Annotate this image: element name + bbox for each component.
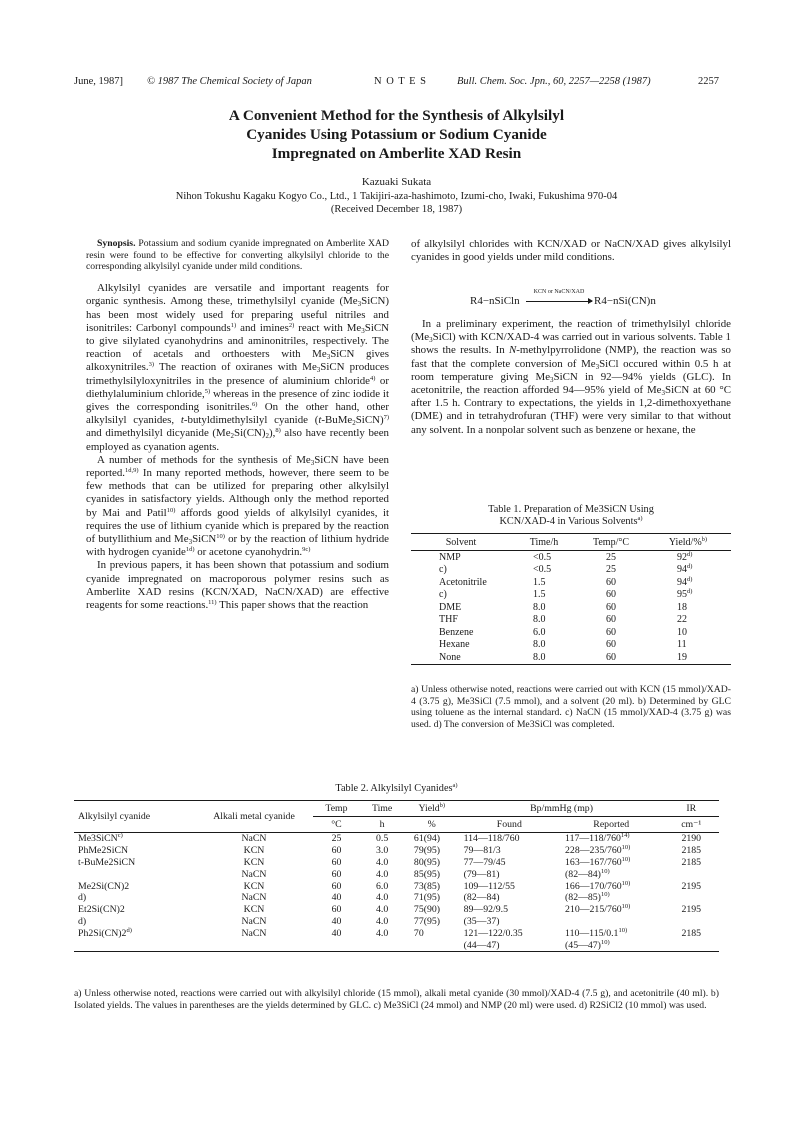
table1-cell-solvent: NMP [439, 551, 461, 563]
table1-cell-temp: 25 [606, 551, 616, 563]
table2-cell-reported: 110—115/0.1$^{10)}$ [565, 926, 628, 939]
author: Kazuaki Sukata [361, 176, 432, 188]
table2-cell-reported: 228—235/760$^{10)}$ [565, 844, 631, 857]
table2-cell-reported: 166—170/760$^{10)}$ [565, 879, 631, 892]
table2-header-compound: Alkylsilyl cyanide [74, 801, 195, 833]
table1-header-temp: Temp/°C [577, 534, 645, 551]
table-row [74, 880, 719, 892]
table2-cell-found: (44—47) [460, 939, 559, 951]
table2-cell-metal: NaCN [241, 927, 267, 939]
table1-cell-solvent: DME [439, 601, 462, 613]
table2-cell-metal: NaCN [241, 868, 267, 880]
right-column-text-2 [411, 318, 731, 437]
table2-cell-time: 6.0 [375, 880, 389, 892]
table2-cell-metal: KCN [243, 856, 265, 868]
table1-cell-temp: 60 [606, 626, 616, 638]
table2-cell-yield: 85(95) [413, 868, 441, 880]
affiliation: Nihon Tokushu Kagaku Kogyo Co., Ltd., 1 Takijiri-aza-hashimoto, Izumi-cho, Iwaki, Fukushima 970-04 [175, 191, 618, 202]
table1-cell-solvent: c) [439, 564, 447, 576]
reaction-arrow-icon [526, 301, 592, 302]
table2-cell-temp: 60 [331, 845, 342, 857]
left-column [86, 238, 389, 612]
table2-header-yield: Yield$^{b)}$ [404, 801, 460, 817]
table-row [411, 651, 731, 664]
table1-cell-solvent: Hexane [439, 639, 470, 651]
arrow-head-icon [588, 298, 593, 304]
table1-cell-time: <0.5 [533, 551, 552, 563]
table2-unit-yield: % [404, 817, 460, 833]
table2-cell-temp: 40 [331, 892, 342, 904]
table-row [411, 614, 731, 627]
table1-cell-yield: 10 [677, 626, 687, 638]
table1-caption-note: a) [637, 515, 643, 523]
table2-cell-temp: 40 [331, 927, 342, 939]
table2-cell-reported: (45—47)$^{10)}$ [559, 939, 663, 951]
table2-unit-temp: °C [313, 817, 361, 833]
table1-caption-line1: Table 1. Preparation of Me3SiCN Using [488, 504, 654, 515]
table2-cell-yield: 79(95) [413, 845, 441, 857]
table2-cell-yield: 71(95) [413, 892, 441, 904]
body-paragraph-4: In a preliminary experiment, the reaction of trimethylsilyl chloride $(Me_3SiCl)$ with KCN/XAD-4 was carried out in various solvents. Table 1 shows the results. In N-methylpyrrolidone (NMP), the reaction was so fast that the complete conversion of $Me_3SiCl$ occured within 0.5 h at room temperature giving $Me_3SiCN$ in 92—94% yields (GLC). In acetonitrile, the reaction afforded 94—95% yield of $Me_3SiCN$ at 60 °C after 1.5 h. Contrary to expectations, the yields in 1,2-dimethoxyethane (DME) and in tetrahydrofuran (THF) were very similar to that without any solvent. In a nonpolar solvent such as benzene or hexane, the [411, 318, 732, 436]
table2-cell-found: (35—37) [463, 915, 500, 927]
table2-cell-ir [664, 868, 720, 880]
title-line-1: A Convenient Method for the Synthesis of Alkylsilyl [228, 107, 565, 124]
table2-caption: Table 2. Alkylsilyl Cyanides$^{a)}$ [335, 782, 458, 794]
table-row [74, 857, 719, 869]
table2-cell-yield: 77(95) [413, 915, 441, 927]
table2-cell-yield: 75(90) [413, 904, 441, 916]
table1-cell-time: 1.5 [533, 589, 546, 601]
table2-header-temp: Temp [313, 801, 361, 817]
table2-header-time: Time [360, 801, 404, 817]
table2 [74, 800, 719, 952]
table2-cell-found: 77—79/45 [463, 856, 506, 868]
table1-cell-yield: 92$^{d)}$ [677, 550, 693, 563]
table2-cell-ir: 2185 [681, 927, 702, 939]
table2-cell-compound: Me3SiCN$^{c)}$ [78, 832, 123, 845]
table2-cell-temp: 60 [331, 868, 342, 880]
right-column-text [411, 238, 731, 264]
table2-cell-time: 4.0 [375, 868, 389, 880]
equation-reagent: KCN or NaCN/XAD [533, 289, 585, 295]
table1-cell-solvent: Acetonitrile [439, 576, 487, 588]
table2-header-reported: Reported [559, 817, 663, 833]
table1-cell-time: 8.0 [533, 614, 546, 626]
table2-header-ir: IR [664, 801, 720, 817]
table2-cell-reported: (82—84)$^{10)}$ [565, 867, 610, 880]
table2-cell-time: 4.0 [375, 856, 389, 868]
table2-cell-yield: 70 [413, 927, 424, 939]
table2-cell-compound: Ph2Si(CN)2$^{d)}$ [78, 926, 132, 939]
running-header [74, 76, 719, 90]
table-row [411, 576, 731, 589]
table2-cell-compound: t-BuMe2SiCN [78, 856, 136, 868]
table2-cell-yield [404, 939, 460, 951]
table1-cell-solvent: Benzene [439, 626, 474, 638]
header-page-number: 2257 [698, 76, 719, 87]
table2-cell-compound: Et2Si(CN)2 [78, 904, 125, 916]
table2-cell-metal: KCN [243, 845, 265, 857]
table1-cell-yield: 94$^{d)}$ [677, 575, 693, 588]
table1-cell-time: 1.5 [533, 576, 546, 588]
table1-cell-time: 6.0 [533, 626, 546, 638]
table-row [74, 845, 719, 857]
table2-cell-time: 3.0 [375, 845, 389, 857]
table2-cell-metal: NaCN [241, 892, 267, 904]
table-row [74, 916, 719, 928]
table1-header-yield: Yield/%$^{b)}$ [645, 534, 731, 551]
table2-cell-time: 4.0 [375, 892, 389, 904]
table1-cell-yield: 18 [677, 601, 687, 613]
table2-cell-compound [74, 939, 195, 951]
table1-cell-yield: 19 [645, 651, 731, 664]
synopsis-label: Synopsis. [97, 238, 136, 249]
table1-cell-temp: 60 [606, 639, 616, 651]
table2-cell-time: 0.5 [375, 833, 389, 845]
table2-cell-ir: 2190 [681, 833, 702, 845]
table1-cell-temp: 60 [606, 614, 616, 626]
table2-cell-ir [664, 916, 720, 928]
table2-cell-ir [664, 892, 720, 904]
table-row [74, 939, 719, 951]
table2-cell-yield: 73(85) [413, 880, 441, 892]
table1-header-solvent: Solvent [411, 534, 511, 551]
table2-unit-ir: cm⁻¹ [664, 817, 720, 833]
body-paragraph-3-cont: of alkylsilyl chlorides with KCN/XAD or NaCN/XAD gives alkylsilyl cyanides in good yields under mild conditions. [411, 238, 731, 264]
table-row [74, 927, 719, 939]
table2-cell-compound: PhMe2SiCN [78, 845, 129, 857]
table-row [74, 892, 719, 904]
table1-cell-yield: 11 [677, 639, 687, 651]
table2-cell-found: 109—112/55 [463, 880, 515, 892]
table1-cell-solvent: c) [439, 589, 447, 601]
table2-cell-found: 121—122/0.35 [463, 927, 523, 939]
table2-cell-temp: 60 [331, 856, 342, 868]
table2-cell-compound: Me2Si(CN)2 [78, 880, 130, 892]
table2-cell-temp: 60 [331, 880, 342, 892]
header-date: June, 1987] [74, 76, 123, 87]
table2-cell-found: 89—92/9.5 [463, 904, 508, 916]
table-row [74, 868, 719, 880]
received-date: (Received December 18, 1987) [330, 204, 463, 215]
table2-footnote: a) Unless otherwise noted, reactions were carried out with alkylsilyl chloride (15 mmol), alkali metal cyanide (30 mmol)/XAD-4 (7.5 g), and acetonitrile (40 ml). b) Isolated yields. The values in parentheses are the yields determined by GLC. c) Me3SiCl (24 mmol) and NMP (20 ml) were used. d) R2SiCl2 (10 mmol) was used. [74, 988, 719, 1011]
table2-cell-ir: 2195 [681, 904, 702, 916]
table2-cell-temp [313, 939, 361, 951]
table2-cell-yield: 80(95) [413, 856, 441, 868]
table2-cell-ir: 2195 [681, 880, 702, 892]
table1-cell-time: 8.0 [511, 651, 577, 664]
table2-cell-temp: 60 [331, 904, 342, 916]
table2-cell-ir [664, 939, 720, 951]
table-row [411, 639, 731, 652]
table1-cell-time: 8.0 [533, 601, 546, 613]
title-line-2: Cyanides Using Potassium or Sodium Cyanide [246, 126, 547, 143]
equation-reactant: R4−nSiCln [470, 295, 520, 307]
table2-cell-compound: d) [78, 892, 87, 904]
header-copyright: © 1987 The Chemical Society of Japan [147, 76, 312, 87]
table2-cell-compound: d) [78, 915, 87, 927]
table2-cell-temp: 40 [331, 915, 342, 927]
table2-cell-reported: 117—118/760$^{14)}$ [565, 832, 630, 845]
body-paragraph-3: In previous papers, it has been shown that potassium and sodium cyanide impregnated on macroporous polymer resins such as Amberlite XAD resins (KCN/XAD, NaCN/XAD) are effective reagents for some reactions.$^{11)}$ This paper shows that the reaction [86, 559, 389, 611]
table2-cell-metal: NaCN [241, 915, 267, 927]
body-paragraph-2: A number of methods for the synthesis of $Me_3SiCN$ have been reported.$^{1d,9)}$ In many reported methods, however, there seem to be few methods that can be utilized for preparing other alkylsilyl cyanides in satisfactory yields. Although only the method reported by Mai and Patil$^{10)}$ affords good yields of alkylsilyl cyanides, it requires the use of lithium cyanide which is prepared by the reaction of butyllithium and $Me_3SiCN^{10)}$ or by the reaction of lithium hydride with hydrogen cyanide$^{1d)}$ or acetone cyanohydrin.$^{9c)}$ [86, 453, 390, 559]
table2-cell-found: 114—118/760 [463, 833, 520, 845]
table1-cell-yield: 94$^{d)}$ [677, 563, 693, 576]
header-section: N O T E S [374, 76, 427, 87]
table1-cell-temp: 60 [577, 651, 645, 664]
table2-header-found: Found [460, 817, 559, 833]
table2-cell-metal: KCN [243, 880, 265, 892]
table1-cell-yield: 22 [677, 614, 687, 626]
table2-cell-found: 79—81/3 [463, 845, 501, 857]
table2-cell-time [360, 939, 404, 951]
table-row [411, 551, 731, 564]
table1-cell-temp: 60 [606, 589, 616, 601]
table2-cell-reported [559, 916, 663, 928]
table-row [74, 904, 719, 916]
table1-cell-temp: 60 [606, 576, 616, 588]
table-row [74, 833, 719, 845]
table1-cell-time: 8.0 [533, 639, 546, 651]
table2-header-bp: Bp/mmHg (mp) [460, 801, 664, 817]
table1-caption-line2: KCN/XAD-4 in Various Solvents [499, 516, 638, 528]
title-line-3: Impregnated on Amberlite XAD Resin [271, 145, 522, 162]
table2-cell-reported: 210—215/760$^{10)}$ [565, 903, 631, 916]
table-row [411, 601, 731, 614]
table2-cell-ir: 2185 [681, 856, 702, 868]
table1-cell-temp: 60 [606, 601, 616, 613]
table2-cell-time: 4.0 [375, 927, 389, 939]
table2-cell-ir: 2185 [681, 845, 702, 857]
table2-cell-metal [195, 939, 312, 951]
table2-header-metal: Alkali metal cyanide [195, 801, 312, 833]
synopsis-text: Potassium and sodium cyanide impregnated on Amberlite XAD resin were found to be effective for converting alkylsilyl chloride to the corresponding alkylsilyl cyanide under mild conditions. [86, 238, 390, 273]
table1-cell-time: <0.5 [533, 564, 552, 576]
synopsis [86, 238, 389, 273]
table2-cell-reported: (82—85)$^{10)}$ [565, 891, 610, 904]
table2-cell-reported: 163—167/760$^{10)}$ [565, 855, 631, 868]
table2-header-row-1 [74, 801, 719, 817]
reaction-equation [470, 289, 730, 310]
table2-cell-metal: NaCN [241, 833, 267, 845]
table1-cell-yield: 95$^{d)}$ [677, 588, 693, 601]
table-row [411, 589, 731, 602]
equation-product: R4−nSi(CN)n [594, 295, 656, 307]
header-journal: Bull. Chem. Soc. Jpn., 60, 2257—2258 (1987) [457, 76, 651, 87]
table1-cell-temp: 25 [606, 564, 616, 576]
table2-cell-metal: KCN [243, 904, 265, 916]
table2-cell-time: 4.0 [375, 904, 389, 916]
table2-cell-time: 4.0 [375, 915, 389, 927]
table2-cell-temp: 25 [331, 833, 342, 845]
table2-cell-compound [74, 868, 195, 880]
table-row [411, 564, 731, 577]
table2-unit-time: h [360, 817, 404, 833]
table1-cell-solvent: THF [439, 614, 458, 626]
table1-footnote: a) Unless otherwise noted, reactions were carried out with KCN (15 mmol)/XAD-4 (3.75 g), Me3SiCl (7.5 mmol), and a solvent (20 ml). b) Determined by GLC using toluene as the internal standard. c) NaCN (15 mmol)/XAD-4 (3.75 g) was used. d) The conversion of Me3SiCl was completed. [411, 684, 731, 731]
table1-header-time: Time/h [511, 534, 577, 551]
table1-cell-solvent: None [411, 651, 511, 664]
paper-title [0, 106, 793, 163]
table-row [411, 626, 731, 639]
table1-header-row [411, 534, 731, 551]
table2-cell-yield: 61(94) [413, 833, 441, 845]
body-paragraph-1: Alkylsilyl cyanides are versatile and important reagents for organic synthesis. Among these, trimethylsilyl cyanide $(Me_3SiCN)$ has been most widely used for preparing useful nitriles and isonitriles: Carbonyl compounds$^{1)}$ and imines$^{2)}$ react with $Me_3SiCN$ to give silylated cyanohydrins and aminonitriles, respectively. The reaction of acetals and orthoesters with $Me_3SiCN$ gives alkoxynitriles.$^{3)}$ The reaction of oxiranes with $Me_3SiCN$ produces trimethylsilyloxynitriles in the presence of aluminium chloride$^{4)}$ or diethylaluminium chloride,$^{5)}$ whereas in the presence of zinc iodide it gives the corresponding isonitriles.$^{6)}$ On the other hand, other alkylsilyl cyanides, t-butyldimethylsilyl cyanide (t-BuMe$_2$SiCN)$^{7)}$ and dimethylsilyl dicyanide $(Me_2Si(CN)_2),^{8)}$ also have recently been employed as cyanation agents. [86, 282, 389, 453]
table1 [411, 533, 731, 665]
table2-cell-found: (82—84) [463, 892, 500, 904]
table2-cell-found: (79—81) [463, 868, 500, 880]
table1-caption [411, 504, 731, 528]
